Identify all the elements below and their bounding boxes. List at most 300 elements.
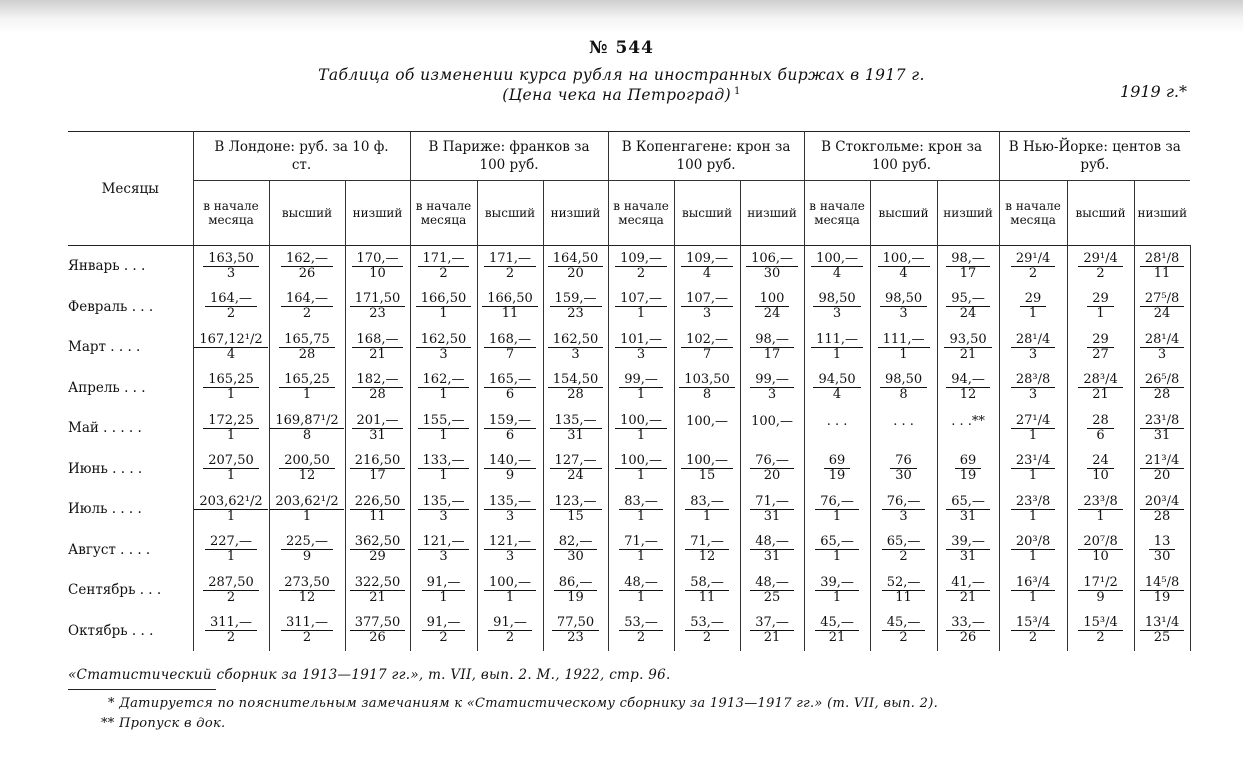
rate-with-day: [554, 576, 598, 605]
rate-cell: [1067, 368, 1134, 409]
rate-value: 322,50: [350, 576, 406, 591]
subtitle-text: (Цена чека на Петроград): [502, 86, 732, 105]
rate-value: 83,—: [685, 495, 729, 510]
rate-value: 82,—: [554, 535, 598, 550]
rate-with-day: [422, 576, 466, 605]
rate-day: 26: [369, 630, 386, 646]
rate-cell: [1134, 327, 1190, 368]
rate-cell: [543, 287, 608, 328]
rate-cell: [193, 449, 269, 490]
rate-with-day: [418, 535, 470, 564]
rate-day: 28: [298, 346, 316, 362]
rate-cell: [674, 449, 740, 490]
rate-cell: [1134, 449, 1190, 490]
rate-day: 1: [1028, 468, 1038, 484]
rate-with-day: [946, 252, 990, 281]
rate-with-day: [811, 333, 863, 362]
rate-cell: [269, 368, 345, 409]
rate-cell: [804, 327, 870, 368]
rate-with-day: [350, 292, 406, 321]
rate-cell: [740, 408, 804, 449]
rate-day: 31: [763, 508, 781, 524]
rate-value: 20³/4: [1140, 495, 1184, 510]
exchange-rate-table: [68, 131, 1191, 651]
rate-with-day: [1078, 495, 1122, 524]
rate-with-day: [548, 252, 604, 281]
rate-with-day: [946, 373, 990, 402]
rate-with-day: [1011, 333, 1055, 362]
rate-with-day: [1140, 252, 1184, 281]
rate-value: 76,—: [882, 495, 926, 510]
rate-day: 1: [1028, 306, 1038, 322]
rate-day: 11: [698, 589, 716, 605]
rate-day: 21: [369, 346, 386, 362]
rate-cell: [1067, 611, 1134, 652]
month-label: Октябрь . . .: [68, 611, 193, 652]
rate-value: 69: [824, 454, 851, 469]
rate-cell: [345, 287, 410, 328]
rate-cell: [937, 449, 999, 490]
rate-value: 100,—: [878, 252, 930, 267]
rate-cell: [674, 246, 740, 287]
rate-day: 4: [899, 265, 908, 281]
rate-cell: [740, 449, 804, 490]
rate-cell: [193, 408, 269, 449]
rate-day: 31: [1153, 427, 1171, 443]
rate-day: 26: [959, 630, 977, 646]
rate-cell: [870, 368, 937, 409]
rate-cell: [1067, 327, 1134, 368]
rate-value: 53,—: [619, 616, 663, 631]
rate-with-day: [194, 333, 267, 362]
rate-cell: [1134, 368, 1190, 409]
rate-cell: [740, 327, 804, 368]
group-header-new-york: В Нью-Йорке: центов за руб.: [999, 132, 1190, 181]
rate-value: 107,—: [615, 292, 667, 307]
rate-day: 8: [702, 387, 712, 403]
rate-with-day: [615, 414, 667, 443]
rate-day: 3: [439, 549, 448, 565]
rate-day: 2: [505, 630, 515, 646]
rate-day: 30: [567, 549, 584, 565]
rate-cell: [345, 327, 410, 368]
rate-value: 121,—: [484, 535, 536, 550]
rate-cell: [543, 530, 608, 571]
rate-day: 29: [369, 549, 386, 565]
rate-cell: [345, 449, 410, 490]
rate-with-day: [1149, 535, 1176, 564]
rate-day: 12: [298, 589, 316, 605]
rate-with-day: [1140, 576, 1184, 605]
rate-value: 98,—: [946, 252, 990, 267]
month-label: Январь . . .: [68, 246, 193, 287]
table-row: [68, 368, 1190, 409]
rate-value: 33,—: [946, 616, 990, 631]
rate-day: 11: [1153, 265, 1171, 281]
rate-value: 207,50: [203, 454, 259, 469]
rate-cell: [608, 530, 674, 571]
rate-cell: [804, 449, 870, 490]
rate-day: 1: [702, 508, 712, 524]
rate-with-day: [484, 414, 536, 443]
rate-day: 1: [1096, 306, 1105, 322]
rate-day: 4: [226, 346, 236, 362]
rate-day: 1: [226, 387, 236, 403]
rate-cell: [193, 611, 269, 652]
rate-day: 23: [567, 306, 584, 322]
rate-with-day: [482, 292, 538, 321]
rate-cell: [740, 570, 804, 611]
rate-day: 4: [702, 265, 712, 281]
rate-value: 165,25: [203, 373, 259, 388]
rate-value: 111,—: [811, 333, 863, 348]
rate-cell: [608, 611, 674, 652]
rate-cell: [740, 287, 804, 328]
footnote-rule: [68, 689, 216, 690]
rate-day: 21: [369, 589, 386, 605]
rate-cell: [1067, 449, 1134, 490]
rate-with-day: [685, 616, 729, 645]
rate-cell: [937, 489, 999, 530]
rate-day: 3: [1028, 346, 1038, 362]
group-header-stockholm: В Стокгольме: крон за 100 руб.: [804, 132, 999, 181]
rate-cell: [740, 489, 804, 530]
rate-value: 155,—: [418, 414, 470, 429]
rate-with-day: [1078, 535, 1122, 564]
rate-day: 31: [763, 549, 781, 565]
rate-day: 6: [1096, 427, 1105, 443]
rate-value: 102,—: [681, 333, 733, 348]
rate-with-day: [1078, 616, 1122, 645]
rate-cell: [269, 611, 345, 652]
rate-cell: [937, 408, 999, 449]
rate-day: 1: [1096, 508, 1105, 524]
rate-value: 162,50: [416, 333, 472, 348]
rate-day: 1: [439, 306, 448, 322]
rate-cell: [674, 287, 740, 328]
rate-cell: [269, 530, 345, 571]
rate-with-day: [1140, 495, 1184, 524]
rate-day: 25: [763, 589, 781, 605]
rate-day: 30: [895, 468, 912, 484]
rate-value: 154,50: [548, 373, 604, 388]
rate-value: . . .: [826, 413, 848, 429]
rate-cell: [410, 489, 477, 530]
rate-with-day: [416, 292, 472, 321]
rate-value: 107,—: [681, 292, 733, 307]
rate-cell: [608, 570, 674, 611]
rate-cell: [477, 246, 543, 287]
rate-cell: [269, 327, 345, 368]
rate-day: 20: [567, 265, 584, 281]
month-label: Март . . . .: [68, 327, 193, 368]
rate-value: 65,—: [815, 535, 859, 550]
rate-day: 2: [439, 265, 448, 281]
rate-cell: [608, 449, 674, 490]
rate-day: 19: [567, 589, 584, 605]
month-label: Июнь . . . .: [68, 449, 193, 490]
rate-day: 3: [505, 508, 515, 524]
subheader-low: низший: [937, 181, 999, 246]
rate-value: 27⁵/8: [1140, 292, 1184, 307]
subheader-high: высший: [1067, 181, 1134, 246]
rate-value: 311,—: [281, 616, 333, 631]
rate-day: 2: [226, 589, 236, 605]
rate-value: 86,—: [554, 576, 598, 591]
rate-value: 71,—: [750, 495, 794, 510]
subheader-low: низший: [740, 181, 804, 246]
rate-cell: [543, 449, 608, 490]
rate-value: 39,—: [946, 535, 990, 550]
rate-value: 83,—: [619, 495, 663, 510]
rate-with-day: [878, 333, 930, 362]
rate-cell: [804, 408, 870, 449]
rate-value: 15³/4: [1078, 616, 1122, 631]
rate-value: 159,—: [550, 292, 602, 307]
rate-day: 23: [369, 306, 386, 322]
rate-day: 3: [439, 346, 448, 362]
rate-day: 1: [302, 508, 312, 524]
rate-with-day: [418, 495, 470, 524]
rate-with-day: [1087, 414, 1114, 443]
rate-with-day: [194, 495, 267, 524]
rate-day: 1: [899, 346, 908, 362]
rate-cell: [937, 570, 999, 611]
rate-value: 23¹/4: [1011, 454, 1055, 469]
rate-value: 29: [1020, 292, 1047, 307]
rate-day: 19: [1153, 589, 1171, 605]
rate-cell: [870, 327, 937, 368]
rate-day: 28: [567, 387, 584, 403]
rate-value: 225,—: [281, 535, 333, 550]
rate-day: 23: [567, 630, 584, 646]
rate-with-day: [1140, 292, 1184, 321]
rate-day: 1: [1028, 549, 1038, 565]
rate-day: 1: [1028, 427, 1038, 443]
rate-value: 226,50: [350, 495, 406, 510]
rate-with-day: [615, 454, 667, 483]
rate-day: 1: [636, 508, 646, 524]
rate-with-day: [1087, 454, 1114, 483]
rate-day: 1: [302, 387, 312, 403]
subheader-low: низший: [345, 181, 410, 246]
rate-cell: [193, 489, 269, 530]
rate-cell: [740, 368, 804, 409]
rate-with-day: [811, 252, 863, 281]
rate-cell: [543, 489, 608, 530]
rate-cell: [608, 246, 674, 287]
rate-cell: [345, 246, 410, 287]
rate-with-day: [681, 252, 733, 281]
rate-cell: [410, 570, 477, 611]
rate-with-day: [484, 495, 536, 524]
month-label: Сентябрь . . .: [68, 570, 193, 611]
rate-cell: [345, 611, 410, 652]
rate-value: 98,50: [880, 292, 927, 307]
rate-with-day: [1011, 454, 1055, 483]
rate-day: 1: [439, 589, 448, 605]
rate-value: 200,50: [279, 454, 335, 469]
rate-day: 30: [1153, 549, 1171, 565]
rate-day: 6: [505, 427, 515, 443]
rate-with-day: [813, 373, 860, 402]
rate-cell: [477, 570, 543, 611]
rate-value: 91,—: [422, 616, 466, 631]
rate-with-day: [203, 414, 259, 443]
rate-value: 159,—: [484, 414, 536, 429]
rate-cell: [477, 611, 543, 652]
rate-day: 6: [505, 387, 515, 403]
rate-day: 1: [439, 427, 448, 443]
rate-value: 101,—: [615, 333, 667, 348]
rate-cell: [1067, 570, 1134, 611]
rate-value: 21³/4: [1140, 454, 1184, 469]
rate-with-day: [350, 535, 406, 564]
rate-value: 20³/8: [1011, 535, 1055, 550]
rate-with-day: [750, 616, 794, 645]
rate-cell: [410, 530, 477, 571]
rate-with-day: [755, 292, 790, 321]
rate-value: 171,—: [418, 252, 470, 267]
rate-cell: [870, 489, 937, 530]
rate-value: 98,50: [813, 292, 860, 307]
rate-value: 41,—: [946, 576, 990, 591]
rate-cell: [1134, 408, 1190, 449]
rate-value: 111,—: [878, 333, 930, 348]
rate-value: 172,25: [203, 414, 259, 429]
rate-cell: [193, 530, 269, 571]
rate-with-day: [205, 292, 257, 321]
rate-cell: [870, 287, 937, 328]
rate-value: 15³/4: [1011, 616, 1055, 631]
rate-cell: [477, 287, 543, 328]
rate-day: 21: [1092, 387, 1109, 403]
rate-value: 168,—: [484, 333, 536, 348]
rate-day: 1: [832, 589, 842, 605]
rate-day: 8: [899, 387, 908, 403]
rate-cell: [740, 530, 804, 571]
rate-day: 3: [832, 306, 842, 322]
rate-with-day: [350, 616, 406, 645]
rate-with-day: [681, 333, 733, 362]
rate-value: 27¹/4: [1011, 414, 1055, 429]
rate-value: 216,50: [350, 454, 406, 469]
rate-cell: [345, 530, 410, 571]
subheader-start: в начале месяца: [999, 181, 1067, 246]
rate-value: 16³/4: [1011, 576, 1055, 591]
rate-value: 164,50: [548, 252, 604, 267]
rate-day: 15: [698, 468, 716, 484]
rate-cell: [1134, 570, 1190, 611]
rate-with-day: [281, 616, 333, 645]
rate-day: 17: [959, 265, 977, 281]
rate-value: 53,—: [685, 616, 729, 631]
rate-cell: [608, 408, 674, 449]
year-label: 1919 г.*: [1120, 82, 1187, 101]
rate-with-day: [946, 535, 990, 564]
rate-with-day: [1140, 414, 1184, 443]
rate-cell: [740, 246, 804, 287]
rate-cell: [937, 287, 999, 328]
rate-cell: [937, 530, 999, 571]
rate-cell: [345, 368, 410, 409]
rate-with-day: [1087, 333, 1114, 362]
rate-day: 17: [763, 346, 781, 362]
table-title: Таблица об изменении курса рубля на иностранных биржах в 1917 г.: [318, 66, 925, 84]
rate-value: 13¹/4: [1140, 616, 1184, 631]
rate-with-day: [1011, 576, 1055, 605]
rate-cell: [410, 611, 477, 652]
rate-with-day: [1078, 576, 1122, 605]
rate-value: 76: [890, 454, 917, 469]
rate-day: 9: [1096, 589, 1105, 605]
rate-value: 65,—: [946, 495, 990, 510]
rate-day: 3: [571, 346, 580, 362]
rate-cell: [345, 489, 410, 530]
rate-value: 103,50: [679, 373, 735, 388]
rate-cell: [543, 570, 608, 611]
table-row: [68, 246, 1190, 287]
rate-cell: [937, 611, 999, 652]
rate-cell: [999, 287, 1067, 328]
rate-day: 2: [702, 630, 712, 646]
rate-day: 1: [832, 508, 842, 524]
rate-value: 29: [1087, 292, 1114, 307]
rate-with-day: [281, 535, 333, 564]
rate-day: 1: [1028, 589, 1038, 605]
rate-value: 100,—: [615, 454, 667, 469]
subheader-high: высший: [477, 181, 543, 246]
rate-day: 3: [1028, 387, 1038, 403]
rate-cell: [608, 327, 674, 368]
rate-value: 29: [1087, 333, 1114, 348]
rate-cell: [999, 408, 1067, 449]
rate-cell: [804, 611, 870, 652]
rate-cell: [1134, 611, 1190, 652]
rate-day: 24: [1153, 306, 1171, 322]
rate-day: 2: [1096, 265, 1105, 281]
rate-value: . . .: [893, 413, 914, 429]
rate-value: 167,12¹/2: [194, 333, 267, 348]
rate-value: 45,—: [882, 616, 926, 631]
rate-value: 127,—: [550, 454, 602, 469]
rate-cell: [543, 368, 608, 409]
footnote-mark: 1: [734, 86, 741, 97]
rate-value: 162,50: [548, 333, 604, 348]
rate-with-day: [681, 454, 733, 483]
rate-day: 2: [302, 630, 312, 646]
rate-with-day: [615, 333, 667, 362]
rate-cell: [269, 449, 345, 490]
rate-cell: [269, 408, 345, 449]
rate-with-day: [750, 535, 794, 564]
rate-cell: [804, 287, 870, 328]
rate-day: 1: [505, 589, 515, 605]
rate-cell: [410, 327, 477, 368]
rate-with-day: [279, 576, 335, 605]
rate-value: 377,50: [350, 616, 406, 631]
subheader-high: высший: [870, 181, 937, 246]
rate-day: 24: [959, 306, 977, 322]
rate-with-day: [205, 616, 257, 645]
rate-with-day: [270, 495, 343, 524]
rate-day: 10: [1092, 549, 1109, 565]
rate-value: 169,87¹/2: [270, 414, 343, 429]
rate-value: 69: [955, 454, 982, 469]
rate-cell: [1067, 530, 1134, 571]
rate-value: 45,—: [815, 616, 859, 631]
rate-day: 1: [439, 468, 448, 484]
